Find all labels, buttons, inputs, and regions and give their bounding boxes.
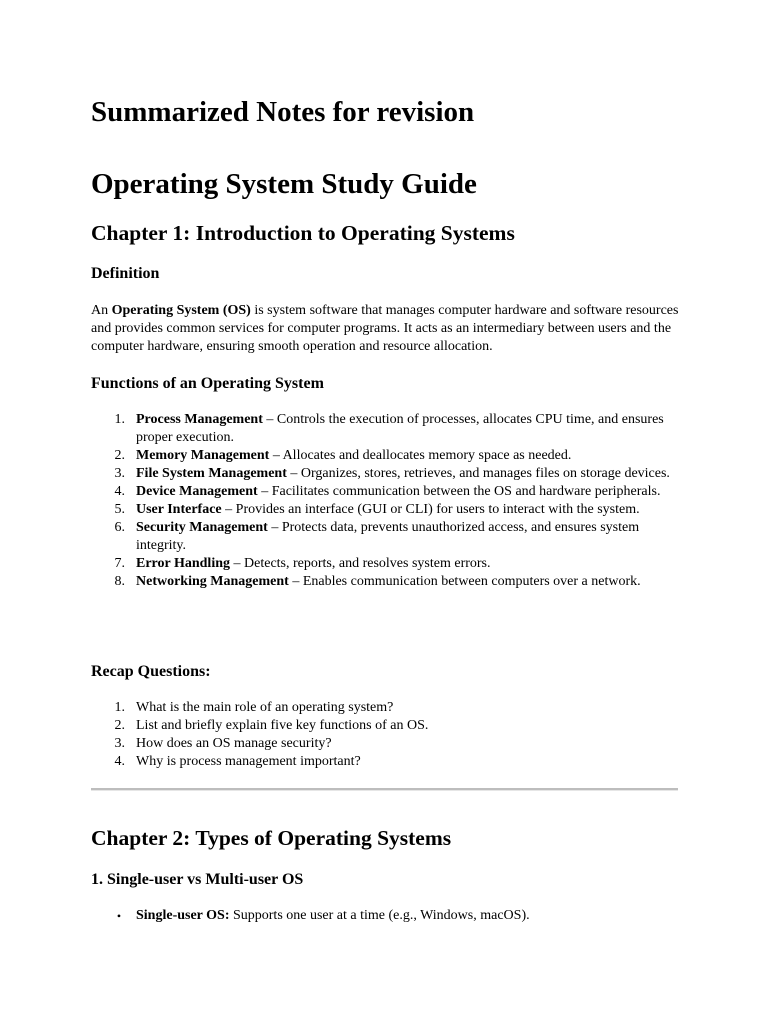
- definition-heading: Definition: [91, 265, 160, 282]
- section-single-multi-user-heading: 1. Single-user vs Multi-user OS: [91, 871, 304, 888]
- list-item: [91, 699, 683, 717]
- function-term: Security Management: [136, 520, 268, 535]
- list-item: [91, 555, 683, 573]
- definition-paragraph: [91, 302, 683, 356]
- recap-question: List and briefly explain five key functions of an OS.: [136, 718, 429, 733]
- function-term: Networking Management: [136, 574, 289, 589]
- list-number: 6.: [114, 520, 125, 535]
- function-description: – Enables communication between computers over a network.: [288, 574, 641, 589]
- list-item: [91, 501, 683, 519]
- list-number: 3.: [114, 466, 125, 481]
- function-term: User Interface: [136, 502, 222, 517]
- function-description: – Allocates and deallocates memory space as needed.: [269, 448, 572, 463]
- recap-heading: Recap Questions:: [91, 663, 211, 680]
- list-item: [91, 573, 683, 591]
- list-item: [91, 519, 683, 555]
- list-number: 5.: [114, 502, 125, 517]
- functions-heading: Functions of an Operating System: [91, 375, 324, 392]
- function-term: Process Management: [136, 412, 263, 427]
- os-types-list: [91, 907, 683, 925]
- os-type-description: Supports one user at a time (e.g., Windows, macOS).: [229, 908, 530, 923]
- list-item: [91, 465, 683, 483]
- list-number: 3.: [114, 736, 125, 751]
- list-number: 7.: [114, 556, 125, 571]
- list-number: 1.: [114, 412, 125, 427]
- definition-text-pre: An: [91, 303, 112, 318]
- recap-question: Why is process management important?: [136, 754, 361, 769]
- function-term: File System Management: [136, 466, 287, 481]
- list-number: 1.: [114, 700, 125, 715]
- function-description: – Provides an interface (GUI or CLI) for users to interact with the system.: [221, 502, 640, 517]
- list-item: [91, 717, 683, 735]
- chapter-1-heading: Chapter 1: Introduction to Operating Systems: [91, 221, 515, 245]
- definition-term: Operating System (OS): [111, 303, 251, 318]
- function-term: Error Handling: [136, 556, 231, 571]
- definition-text-post: is system software that manages computer hardware and software resources and provides common services for computer programs. It acts as an intermediary between users and the computer hardware, ensuring smooth operation and resource allocation.: [91, 303, 679, 354]
- list-number: 2.: [114, 718, 125, 733]
- horizontal-divider: [91, 788, 678, 791]
- list-item: [91, 907, 683, 925]
- function-description: – Facilitates communication between the OS and hardware peripherals.: [257, 484, 661, 499]
- document-title-revision: Summarized Notes for revision: [91, 96, 475, 128]
- chapter-2-heading: Chapter 2: Types of Operating Systems: [91, 826, 452, 850]
- list-number: 4.: [114, 484, 125, 499]
- list-item: [91, 735, 683, 753]
- bullet-icon: •: [116, 909, 122, 923]
- list-item: [91, 753, 683, 771]
- recap-list: [91, 699, 683, 771]
- list-item: [91, 411, 683, 447]
- recap-question: What is the main role of an operating system?: [136, 700, 394, 715]
- functions-list: [91, 411, 683, 591]
- function-description: – Organizes, stores, retrieves, and manages files on storage devices.: [286, 466, 670, 481]
- list-item: [91, 447, 683, 465]
- function-description: – Detects, reports, and resolves system errors.: [230, 556, 491, 571]
- list-number: 2.: [114, 448, 125, 463]
- function-term: Device Management: [136, 484, 258, 499]
- os-type-term: Single-user OS:: [136, 908, 230, 923]
- document-title-guide: Operating System Study Guide: [91, 168, 477, 200]
- function-term: Memory Management: [136, 448, 270, 463]
- list-item: [91, 483, 683, 501]
- list-number: 8.: [114, 574, 125, 589]
- function-description: – Controls the execution of processes, allocates CPU time, and ensures proper execution.: [136, 412, 664, 445]
- recap-question: How does an OS manage security?: [136, 736, 332, 751]
- function-description: – Protects data, prevents unauthorized access, and ensures system integrity.: [136, 520, 640, 553]
- list-number: 4.: [114, 754, 125, 769]
